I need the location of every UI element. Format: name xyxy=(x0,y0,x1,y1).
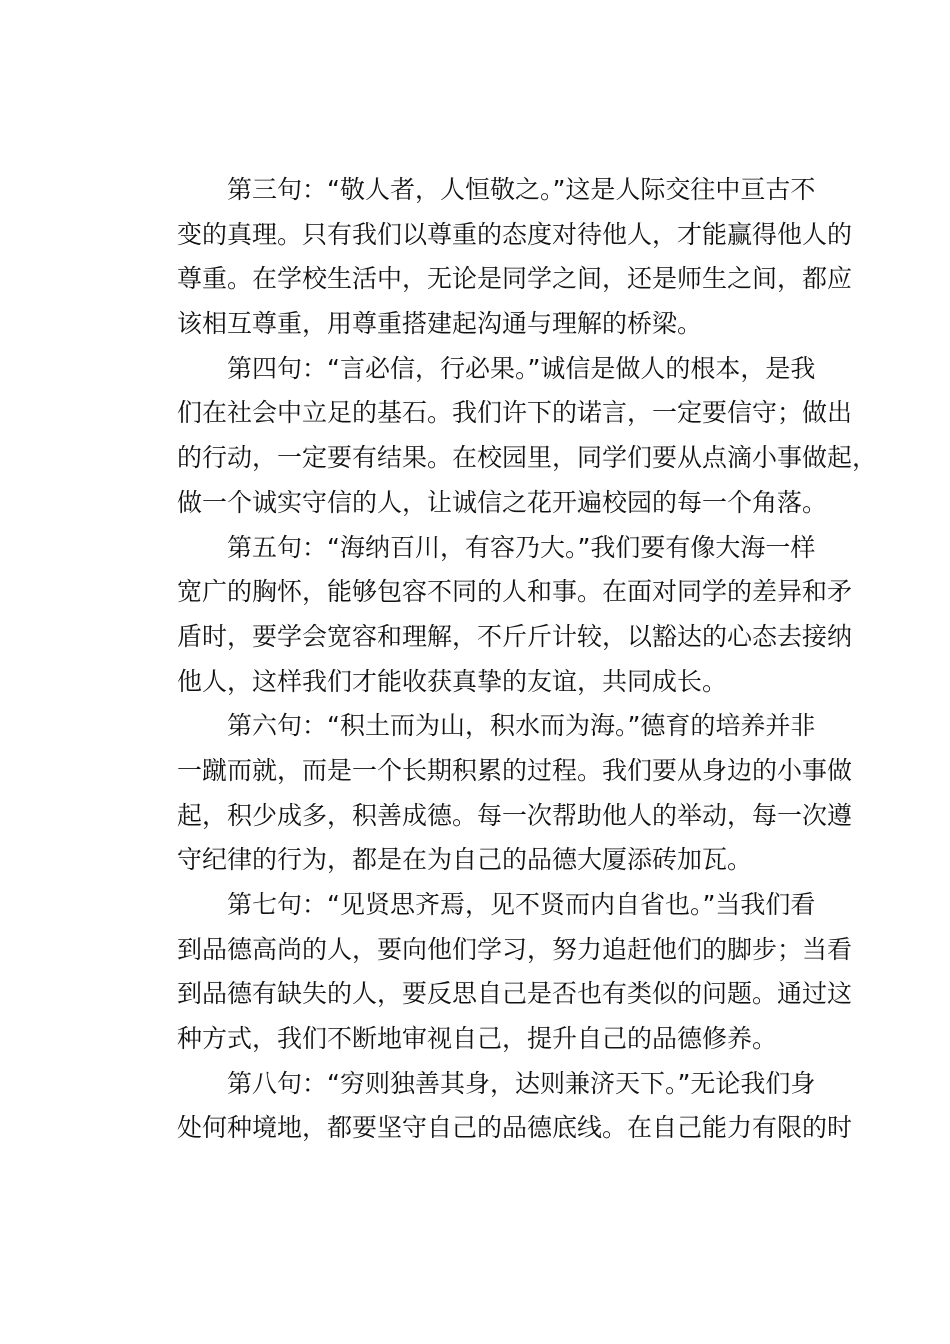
paragraph-5 xyxy=(127,526,853,705)
text-line: 起，积少成多，积善成德。每一次帮助他人的举动，每一次遵 xyxy=(177,800,853,830)
text-line: 宽广的胸怀，能够包容不同的人和事。在面对同学的差异和矛 xyxy=(177,577,853,607)
text-line: 们在社会中立足的基石。我们许下的诺言，一定要信守；做出 xyxy=(177,398,853,428)
text-line: 第五句：“海纳百川，有容乃大。”我们要有像大海一样 xyxy=(227,532,816,562)
text-line: 第三句：“敬人者，人恒敬之。”这是人际交往中亘古不 xyxy=(227,175,816,204)
document-body xyxy=(127,168,878,1151)
text-line: 尊重。在学校生活中，无论是同学之间，还是师生之间，都应 xyxy=(177,264,853,294)
paragraph-6 xyxy=(127,704,853,883)
text-line: 第六句：“积土而为山，积水而为海。”德育的培养并非 xyxy=(227,711,816,741)
text-line: 第四句：“言必信，行必果。”诚信是做人的根本，是我 xyxy=(227,353,816,383)
text-line: 他人，这样我们才能收获真挚的友谊，共同成长。 xyxy=(177,666,728,696)
text-line: 第七句：“见贤思齐焉，见不贤而内自省也。”当我们看 xyxy=(227,890,816,919)
text-line: 的行动，一定要有结果。在校园里，同学们要从点滴小事做起， xyxy=(177,443,878,473)
text-line: 守纪律的行为，都是在为自己的品德大厦添砖加瓦。 xyxy=(177,845,753,875)
text-line: 变的真理。只有我们以尊重的态度对待他人，才能赢得他人的 xyxy=(177,219,853,249)
text-line: 盾时，要学会宽容和理解，不斤斤计较，以豁达的心态去接纳 xyxy=(177,621,853,651)
text-line: 一蹴而就，而是一个长期积累的过程。我们要从身边的小事做 xyxy=(177,755,853,785)
text-line: 种方式，我们不断地审视自己，提升自己的品德修养。 xyxy=(177,1024,778,1054)
text-line: 第八句：“穷则独善其身，达则兼济天下。”无论我们身 xyxy=(227,1068,816,1098)
paragraph-8 xyxy=(127,1062,853,1151)
paragraph-3 xyxy=(127,168,853,347)
text-line: 处何种境地，都要坚守自己的品德底线。在自己能力有限的时 xyxy=(177,1113,853,1143)
text-line: 到品德高尚的人，要向他们学习，努力追赶他们的脚步；当看 xyxy=(177,934,853,964)
text-line: 该相互尊重，用尊重搭建起沟通与理解的桥梁。 xyxy=(177,309,703,339)
text-line: 做一个诚实守信的人，让诚信之花开遍校园的每一个角落。 xyxy=(177,487,828,517)
paragraph-7 xyxy=(127,883,853,1062)
paragraph-4 xyxy=(127,347,878,526)
text-line: 到品德有缺失的人，要反思自己是否也有类似的问题。通过这 xyxy=(177,979,853,1009)
